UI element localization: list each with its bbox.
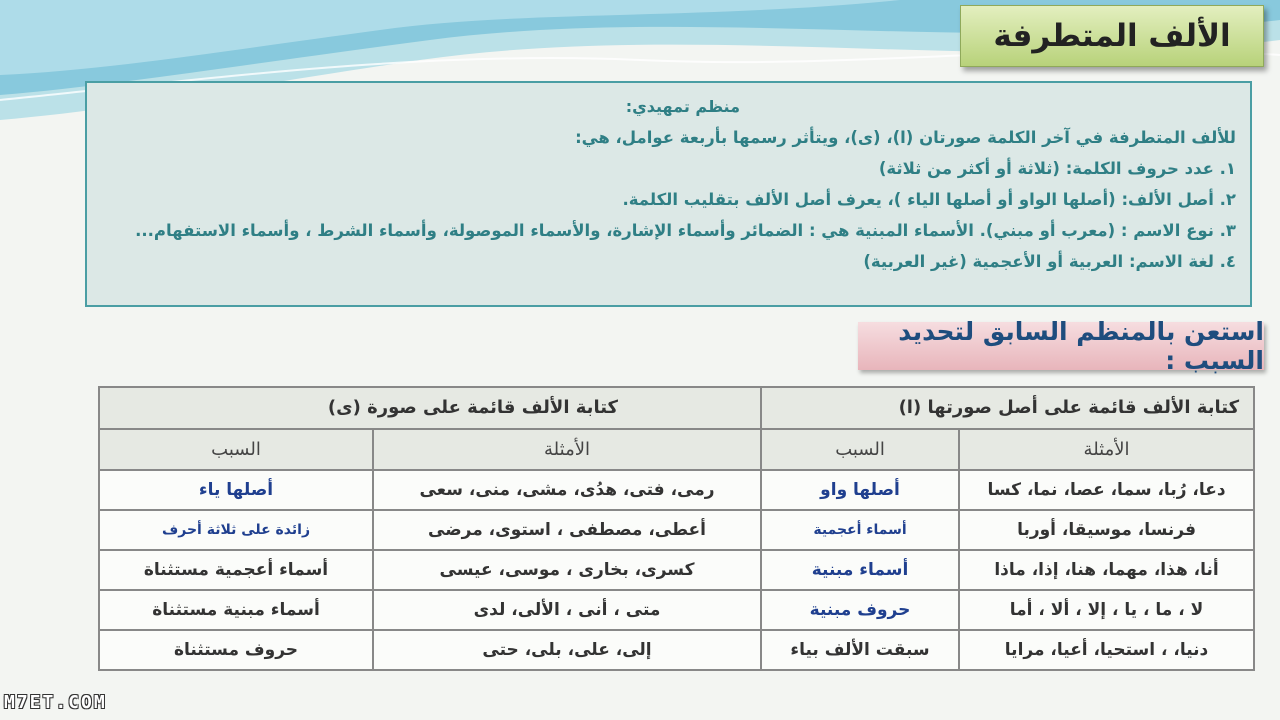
- reason-cell: أصلها ياء: [99, 470, 373, 510]
- slide-title: الألف المتطرفة: [960, 5, 1264, 67]
- examples-cell: رمى، فتى، هدُى، مشى، منى، سعى: [373, 470, 761, 510]
- reason-cell: أسماء مبنية: [761, 550, 959, 590]
- examples-cell: أعطى، مصطفى ، استوى، مرضى: [373, 510, 761, 550]
- group-header-alif: كتابة الألف قائمة على أصل صورتها (ا): [761, 387, 1254, 429]
- examples-cell: متى ، أنى ، الألى، لدى: [373, 590, 761, 630]
- table-header-row: [99, 429, 1254, 471]
- reason-cell: أسماء أعجمية مستثناة: [99, 550, 373, 590]
- table-row: [99, 630, 1254, 670]
- prompt-banner: استعن بالمنظم السابق لتحديد السبب :: [858, 322, 1264, 370]
- table-row: [99, 590, 1254, 630]
- examples-cell: فرنسا، موسيقا، أوربا: [959, 510, 1254, 550]
- table-row: [99, 550, 1254, 590]
- site-watermark: M7ET.COM: [4, 692, 107, 713]
- intro-line: للألف المتطرفة في آخر الكلمة صورتان (ا)، (ى)، ويتأثر رسمها بأربعة عوامل، هي:: [575, 128, 1236, 147]
- examples-table: [98, 386, 1255, 671]
- column-header-examples: الأمثلة: [959, 429, 1254, 471]
- intro-heading: منظم تمهيدي:: [625, 97, 740, 116]
- column-header-reason: السبب: [761, 429, 959, 471]
- table-group-header: [99, 387, 1254, 429]
- intro-organizer: [85, 81, 1252, 307]
- examples-cell: كسرى، بخارى ، موسى، عيسى: [373, 550, 761, 590]
- table-row: [99, 470, 1254, 510]
- reason-cell: أصلها واو: [761, 470, 959, 510]
- reason-cell: سبقت الألف بياء: [761, 630, 959, 670]
- column-header-reason: السبب: [99, 429, 373, 471]
- column-header-examples: الأمثلة: [373, 429, 761, 471]
- examples-cell: أنا، هذا، مهما، هنا، إذا، ماذا: [959, 550, 1254, 590]
- group-header-ya: كتابة الألف قائمة على صورة (ى): [99, 387, 761, 429]
- examples-cell: دنيا، ، استحيا، أعيا، مرايا: [959, 630, 1254, 670]
- reason-cell: حروف مستثناة: [99, 630, 373, 670]
- examples-cell: إلى، على، بلى، حتى: [373, 630, 761, 670]
- reason-cell: زائدة على ثلاثة أحرف: [99, 510, 373, 550]
- examples-cell: دعا، رُبا، سما، عصا، نما، كسا: [959, 470, 1254, 510]
- intro-line: ٢. أصل الألف: (أصلها الواو أو أصلها الياء )، يعرف أصل الألف بتقليب الكلمة.: [622, 190, 1236, 209]
- intro-line: ١. عدد حروف الكلمة: (ثلاثة أو أكثر من ثلاثة): [878, 159, 1236, 178]
- table-row: [99, 510, 1254, 550]
- examples-cell: لا ، ما ، يا ، إلا ، ألا ، أما: [959, 590, 1254, 630]
- reason-cell: أسماء أعجمية: [761, 510, 959, 550]
- intro-line: ٣. نوع الاسم : (معرب أو مبني). الأسماء المبنية هي : الضمائر وأسماء الإشارة، والأسماء الموصولة، وأسماء الشرط ، وأسماء الاستفهام...: [135, 221, 1236, 240]
- intro-line: ٤. لغة الاسم: العربية أو الأعجمية (غير العربية): [863, 252, 1236, 271]
- reason-cell: أسماء مبنية مستثناة: [99, 590, 373, 630]
- reason-cell: حروف مبنية: [761, 590, 959, 630]
